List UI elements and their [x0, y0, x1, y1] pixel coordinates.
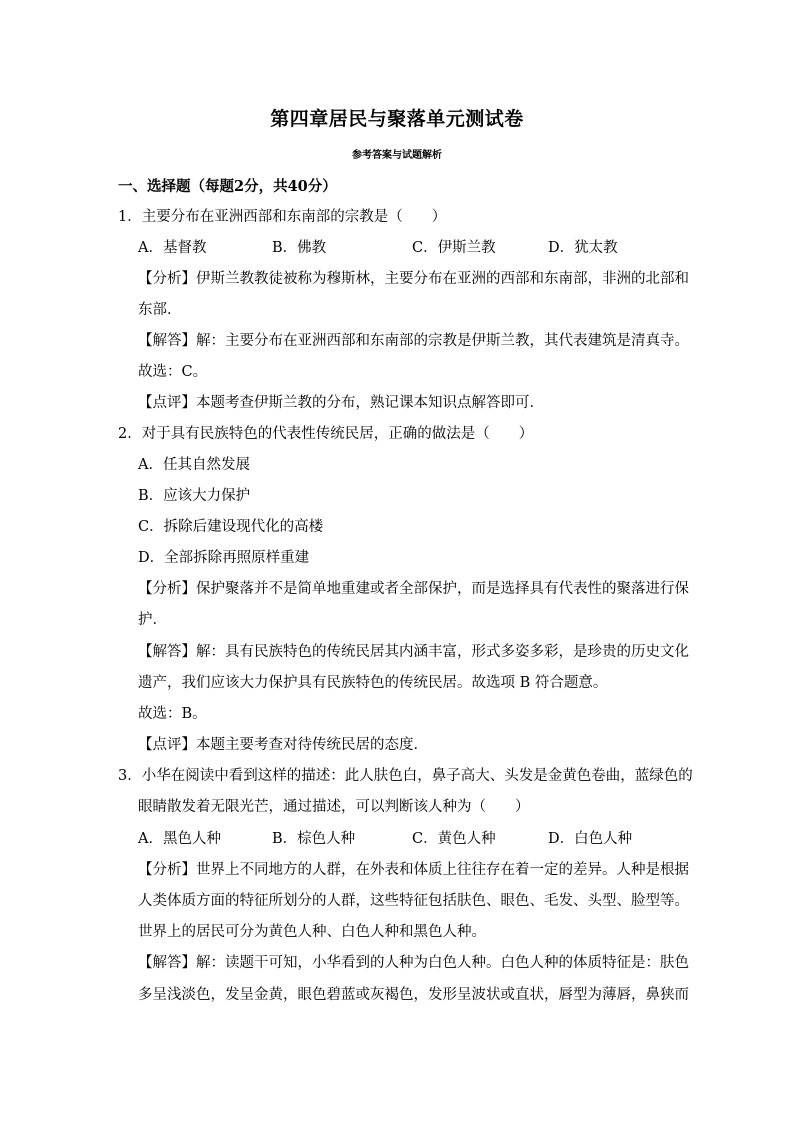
option-a: A．基督教 — [138, 240, 207, 256]
option-d: D．白色人种 — [548, 831, 633, 847]
question-1-answer: 【解答】解：主要分布在亚洲西部和东南部的宗教是伊斯兰教，其代表建筑是清真寺。 — [138, 333, 689, 349]
question-2-analysis-cont: 护． — [138, 612, 167, 628]
question-2-option-b: B．应该大力保护 — [138, 488, 251, 504]
question-3-stem-cont: 眼睛散发着无限光芒，通过描述，可以判断该人种为（ ） — [138, 799, 530, 815]
question-2-comment: 【点评】本题主要考查对待传统民居的态度． — [138, 737, 428, 753]
question-1-comment: 【点评】本题考查伊斯兰教的分布，熟记课本知识点解答即可． — [138, 395, 544, 411]
question-3-answer: 【解答】解：读题干可知，小华看到的人种为白色人种。白色人种的体质特征是：肤色 — [138, 955, 689, 971]
option-c: C．伊斯兰教 — [412, 240, 496, 256]
question-3-answer-cont: 多呈浅淡色，发呈金黄，眼色碧蓝或灰褐色，发形呈波状或直状，唇型为薄唇，鼻狭而 — [138, 987, 689, 1003]
question-2-option-c: C．拆除后建设现代化的高楼 — [138, 519, 324, 535]
section-heading: 一、选择题（每题2分，共40分） — [118, 178, 337, 195]
question-3-analysis-cont-2: 世界上的居民可分为黄色人种、白色人种和黑色人种。 — [138, 924, 486, 940]
question-2-option-d: D．全部拆除再照原样重建 — [138, 550, 310, 566]
page-subtitle: 参考答案与试题解析 — [352, 150, 442, 161]
question-1-analysis: 【分析】伊斯兰教教徒被称为穆斯林，主要分布在亚洲的西部和东南部，非洲的北部和 — [138, 271, 689, 287]
question-2-answer-cont: 遗产，我们应该大力保护具有民族特色的传统民居。故选项 B 符合题意。 — [138, 675, 608, 691]
question-2-choice: 故选：B。 — [138, 706, 207, 722]
page-title: 第四章居民与聚落单元测试卷 — [270, 108, 524, 130]
question-2-answer: 【解答】解：具有民族特色的传统民居其内涵丰富，形式多姿多彩，是珍贵的历史文化 — [138, 644, 689, 660]
question-2-option-a: A．任其自然发展 — [138, 457, 250, 473]
option-d: D．犹太教 — [548, 240, 618, 256]
question-1-choice: 故选：C。 — [138, 364, 208, 380]
question-3-stem: 3．小华在阅读中看到这样的描述：此人肤色白，鼻子高大、头发是金黄色卷曲，蓝绿色的 — [118, 768, 693, 784]
question-1-analysis-cont: 东部． — [138, 302, 182, 318]
question-1-stem: 1．主要分布在亚洲西部和东南部的宗教是（ ） — [118, 209, 447, 225]
option-a: A．黑色人种 — [138, 831, 221, 847]
option-b: B．佛教 — [272, 240, 327, 256]
question-3-analysis: 【分析】世界上不同地方的人群，在外表和体质上往往存在着一定的差异。人种是根据 — [138, 862, 689, 878]
question-2-analysis: 【分析】保护聚落并不是简单地重建或者全部保护，而是选择具有代表性的聚落进行保 — [138, 581, 689, 597]
option-c: C．黄色人种 — [412, 831, 496, 847]
question-2-stem: 2．对于具有民族特色的代表性传统民居，正确的做法是（ ） — [118, 426, 534, 442]
option-b: B．棕色人种 — [272, 831, 356, 847]
question-3-analysis-cont: 人类体质方面的特征所划分的人群，这些特征包括肤色、眼色、毛发、头型、脸型等。 — [138, 893, 689, 909]
